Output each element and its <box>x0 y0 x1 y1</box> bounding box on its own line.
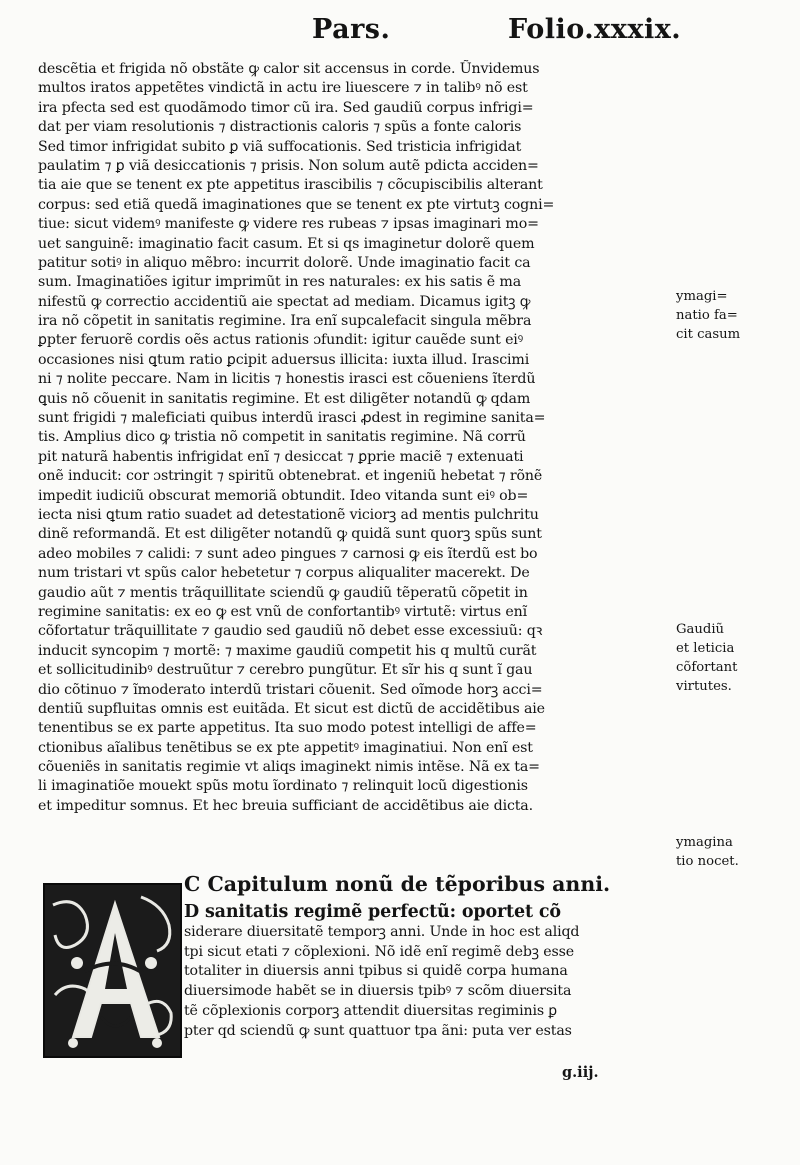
chapter-text-line: siderare diuersitatẽ temporꝫ anni. Unde in hoc est aliqd <box>184 923 580 940</box>
text-line: corpus: sed etiã quedã imaginationes que se tenent ex pte virtutꝫ cogni= <box>38 196 555 213</box>
chapter-text-line: diuersimode habẽt se in diuersis tpibꝰ ⁊ scõm diuersita <box>184 983 572 1000</box>
chapter-text-line: tpi sicut etati ⁊ cõplexioni. Nõ idẽ enĩ regimẽ debꝫ esse <box>184 943 575 960</box>
text-line: impedit iudiciũ obscurat memoriã obtundit. Ideo vitanda sunt eiꝰ ob= <box>38 487 529 504</box>
chapter-text-block <box>184 903 674 1042</box>
text-line: onẽ inducit: cor ɔstringit ⁊ spiritũ obtenebrat. et ingeniũ hebetat ⁊ rõnẽ <box>38 468 543 485</box>
text-line: multos iratos appetẽtes vindictã in actu ire liuescere ⁊ in talibꝰ nõ est <box>38 80 528 97</box>
text-line: cõueniẽs in sanitatis regimie vt aliqs imaginekt nimis intẽse. Nã ex ta= <box>38 759 540 776</box>
margin-note-line: ymagina <box>676 835 733 850</box>
text-line: tenentibus se ex parte appetitus. Ita suo modo potest intelligi de affe= <box>38 720 537 737</box>
text-line: nifestũ ꝙ correctio accidentiũ aie spectat ad mediam. Dicamus igitꝫ ꝙ <box>38 293 531 310</box>
text-line: adeo mobiles ⁊ calidi: ⁊ sunt adeo pingues ⁊ carnosi ꝙ eis ĩterdũ est bo <box>38 545 538 562</box>
signature-mark: g.iij. <box>562 1064 599 1081</box>
decorated-initial-a <box>43 883 182 1058</box>
text-line: paulatim ⁊ ꝑ viã desiccationis ⁊ prisis. Non solum autẽ pdicta acciden= <box>38 157 539 174</box>
margin-note-line: Gaudiũ <box>676 622 725 637</box>
margin-note-line: virtutes. <box>676 679 732 694</box>
text-line: sunt frigidi ⁊ maleficiati quibus interdũ irasci ꝓdest in regimine sanita= <box>38 410 546 427</box>
margin-note-line: cõfortant <box>676 660 738 675</box>
text-line: descẽtia et frigida nõ obstãte ꝙ calor sit accensus in corde. Ũnvidemus <box>38 61 540 77</box>
margin-note-imaginatio <box>676 287 794 344</box>
text-line: ꝗuis nõ cõuenit in sanitatis regimine. Et est diligẽter notandũ ꝙ qdam <box>38 390 531 407</box>
text-line: dentiũ supfluitas omnis est euitãda. Et sicut est dictũ de accidẽtibus aie <box>38 700 545 717</box>
text-line: inducit syncopim ⁊ mortẽ: ⁊ maxime gaudiũ competit his q multũ curãt <box>38 642 537 659</box>
text-line: dat per viam resolutionis ⁊ distractionis caloris ⁊ spũs a fonte caloris <box>38 119 522 136</box>
text-line: dio cõtinuo ⁊ ĩmoderato interdũ tristari cõuenit. Sed oĩmode horꝫ acci= <box>38 681 543 698</box>
folio-number: Folio.xxxix. <box>508 14 682 45</box>
margin-note-line: tio nocet. <box>676 854 739 869</box>
main-text-column <box>38 60 674 816</box>
chapter-heading: C Capitulum nonũ de tẽporibus anni. <box>184 872 611 896</box>
chapter-text-line: tẽ cõplexionis corporꝫ attendit diuersitas regiminis ꝑ <box>184 1002 557 1019</box>
text-line: patitur sotiꝰ in aliquo mẽbro: incurrit dolorẽ. Unde imaginatio facit ca <box>38 254 531 271</box>
margin-note-line: et leticia <box>676 641 735 656</box>
text-line: occasiones nisi ꝗtum ratio ꝑcipit aduersus illicita: iuxta illud. Irascimi <box>38 351 530 368</box>
text-line: pit naturã habentis infrigidat enĩ ⁊ desiccat ⁊ ꝑprie maciẽ ⁊ extenuati <box>38 448 524 465</box>
text-line: tiue: sicut videmꝰ manifeste ꝙ videre res rubeas ⁊ ipsas imaginari mo= <box>38 216 539 233</box>
text-line: ira pfecta sed est quodãmodo timor cũ ira. Sed gaudiũ corpus infrigi= <box>38 99 534 116</box>
chapter-text-line: pter qd sciendũ ꝙ sunt quattuor tpa ãni: puta ver estas <box>184 1022 572 1039</box>
initial-letter-ornament-icon <box>45 885 180 1056</box>
text-line: gaudio aũt ⁊ mentis trãquillitate sciendũ ꝙ gaudiũ tẽperatũ cõpetit in <box>38 584 528 601</box>
text-line: et impeditur somnus. Et hec breuia sufficiant de accidẽtibus aie dicta. <box>38 797 533 814</box>
text-line: dinẽ reformandã. Et est diligẽter notandũ ꝙ quidã sunt quorꝫ spũs sunt <box>38 526 542 543</box>
running-head-pars: Pars. <box>312 14 391 45</box>
text-line: tia aie que se tenent ex pte appetitus irascibilis ⁊ cõcupiscibilis alterant <box>38 177 543 194</box>
text-line: Sed timor infrigidat subito ꝑ viã suffocationis. Sed tristicia infrigidat <box>38 138 522 155</box>
text-line: num tristari vt spũs calor hebetetur ⁊ corpus aliqualiter macerekt. De <box>38 565 530 582</box>
chapter-text-line: totaliter in diuersis anni tpibus si quidẽ corpa humana <box>184 963 568 980</box>
text-line: uet sanguinẽ: imaginatio facit casum. Et si qs imaginetur dolorẽ quem <box>38 235 535 252</box>
margin-note-line: natio fa= <box>676 308 738 323</box>
chapter-opening-line: D sanitatis regimẽ perfectũ: oportet cõ <box>184 903 561 922</box>
text-line: et sollicitudinibꝰ destruũtur ⁊ cerebro pungũtur. Et sĩr his q sunt ĩ gau <box>38 662 533 679</box>
margin-note-line: ymagi= <box>676 289 728 304</box>
text-line: tis. Amplius dico ꝙ tristia nõ competit in sanitatis regimine. Nã corrũ <box>38 429 526 446</box>
text-line: ꝑpter feruorẽ cordis oẽs actus rationis ɔfundit: igitur cauẽde sunt eiꝰ <box>38 332 523 349</box>
text-line: sum. Imaginatiões igitur imprimũt in res naturales: ex his satis ẽ ma <box>38 274 522 291</box>
text-line: ira nõ cõpetit in sanitatis regimine. Ira enĩ supcalefacit singula mẽbra <box>38 313 532 330</box>
text-line: ctionibus aĩalibus tenẽtibus se ex pte appetitꝰ imaginatiui. Non enĩ est <box>38 739 533 756</box>
margin-note-gaudium <box>676 620 794 696</box>
text-line: li imaginatiõe mouekt spũs motu ĩordinato ⁊ relinquit locũ digestionis <box>38 778 528 795</box>
text-line: regimine sanitatis: ex eo ꝙ est vnũ de confortantibꝰ virtutẽ: virtus enĩ <box>38 603 527 620</box>
margin-note-imaginatio-nocet <box>676 833 794 871</box>
text-line: ni ⁊ nolite peccare. Nam in licitis ⁊ honestis irasci est cõueniens ĩterdũ <box>38 371 536 388</box>
text-line: cõfortatur trãquillitate ⁊ gaudio sed gaudiũ nõ debet esse excessiuũ: qꝛ <box>38 623 543 640</box>
margin-note-line: cit casum <box>676 327 741 342</box>
text-line: iecta nisi ꝗtum ratio suadet ad detestationẽ viciorꝫ ad mentis pulchritu <box>38 506 539 523</box>
